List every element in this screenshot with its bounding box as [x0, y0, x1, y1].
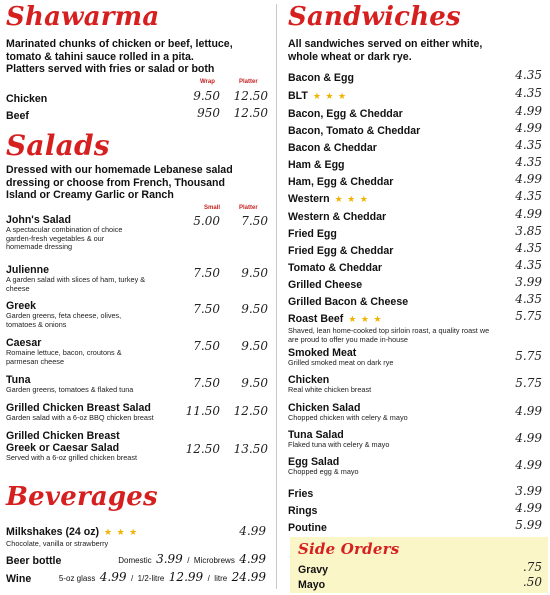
salads-col-platter: Platter [239, 205, 258, 211]
menu-item-fried-egg-cheddar [288, 241, 546, 259]
item-price-small: 7.50 [193, 339, 220, 353]
item-price: 4.35 [515, 258, 542, 272]
item-name: Fried Egg & Cheddar [288, 245, 394, 257]
item-name: Grilled Chicken Breast Salad [6, 402, 151, 414]
item-price: 5.75 [515, 349, 542, 363]
item-name: Ham & Egg [288, 159, 345, 171]
item-name: Egg Salad [288, 456, 340, 468]
item-name: John's Salad [6, 214, 71, 226]
shawarma-title: Shawarma [6, 2, 160, 32]
item-name: Western & Cheddar [288, 211, 387, 223]
item-price: 4.35 [515, 189, 542, 203]
item-price-platter: 9.50 [241, 376, 268, 390]
item-description: Garden greens, tomatoes & flaked tuna [6, 385, 134, 394]
menu-item-blt [288, 86, 546, 104]
item-name: Bacon, Tomato & Cheddar [288, 125, 421, 137]
item-price: 4.99 [515, 104, 542, 118]
item-price: .75 [522, 560, 542, 574]
salads-title: Salads [6, 129, 110, 162]
menu-item-mayo [298, 575, 542, 593]
item-name: Ham, Egg & Cheddar [288, 176, 394, 188]
menu-item-grilled-chicken-greek-caesar [6, 430, 268, 463]
menu-item-poutine [288, 518, 546, 536]
star-rating-icon: ★ ★ ★ [312, 91, 348, 101]
beer-microbrews-price: 4.99 [239, 552, 266, 566]
item-description: Garden salad with a 6-oz BBQ chicken breast [6, 413, 154, 422]
menu-item-bacon-tomato-cheddar [288, 121, 546, 139]
item-price-small: 11.50 [185, 404, 220, 418]
item-name: Milkshakes (24 oz) [6, 526, 100, 538]
menu-item-julienne [6, 264, 268, 293]
item-description: Chopped egg & mayo [288, 467, 359, 476]
item-price: 4.99 [515, 207, 542, 221]
star-rating-icon: ★ ★ ★ [348, 314, 383, 324]
menu-item-chicken-shawarma [6, 89, 268, 105]
item-price: 4.99 [515, 501, 542, 515]
item-price: 3.99 [515, 275, 542, 289]
item-price-small: 5.00 [193, 214, 220, 228]
item-price-small: 7.50 [193, 376, 220, 390]
item-price-small: 7.50 [193, 302, 220, 316]
item-name: Smoked Meat [288, 347, 357, 359]
wine-half-litre-price: 12.99 [168, 570, 204, 584]
item-name: Rings [288, 505, 318, 517]
item-price: 4.99 [515, 172, 542, 186]
menu-item-grilled-cheese [288, 275, 546, 293]
beer-prices [118, 550, 266, 568]
item-price: 3.99 [515, 484, 542, 498]
shawarma-col-platter: Platter [239, 79, 258, 85]
item-name: Grilled Chicken Breast Greek or Caesar Salad [6, 430, 120, 454]
item-name: Western [288, 193, 330, 205]
menu-item-ham-egg-cheddar [288, 172, 546, 190]
menu-item-bacon-egg [288, 68, 546, 86]
salads-col-small: Small [204, 205, 221, 211]
item-name: Chicken [6, 93, 48, 105]
item-price-platter: 9.50 [241, 339, 268, 353]
menu-item-beer-bottle [6, 551, 268, 569]
item-price: 3.85 [515, 224, 542, 238]
item-price: 4.99 [239, 524, 266, 538]
menu-item-fried-egg [288, 224, 546, 242]
wine-litre-label: litre [214, 574, 228, 583]
menu-item-rings [288, 501, 546, 519]
menu-item-chicken-salad-sandwich [288, 402, 546, 423]
beer-domestic-price: 3.99 [156, 552, 183, 566]
item-description: Served with a 6-oz grilled chicken breast [6, 453, 138, 462]
item-name: Tuna [6, 374, 31, 386]
item-name: Beer bottle [6, 555, 62, 567]
item-name: Chicken [288, 374, 330, 386]
item-name: Chicken Salad [288, 402, 361, 414]
item-name: Gravy [298, 564, 329, 576]
wine-glass-price: 4.99 [99, 570, 127, 584]
item-name: Tomato & Cheddar [288, 262, 382, 274]
item-name: Fried Egg [288, 228, 337, 240]
beverages-title: Beverages [6, 482, 158, 512]
item-description: Shaved, lean home-cooked top sirloin roast, a quality roast we are proud to offer you made in-house [288, 326, 490, 344]
wine-glass-label: 5-oz glass [58, 574, 96, 583]
menu-item-grilled-chicken-salad [6, 402, 268, 423]
menu-item-chicken-sandwich [288, 374, 546, 395]
item-price: 4.35 [515, 241, 542, 255]
item-price: 4.99 [515, 404, 542, 418]
star-rating-icon: ★ ★ ★ [104, 527, 139, 537]
item-name: Fries [288, 488, 314, 500]
item-name: Caesar [6, 337, 42, 349]
item-name: Tuna Salad [288, 429, 344, 441]
item-name: Beef [6, 110, 29, 122]
item-name: BLT [288, 90, 308, 102]
item-price-platter: 12.50 [233, 404, 268, 418]
item-price: 5.75 [515, 376, 542, 390]
item-price-platter: 9.50 [241, 302, 268, 316]
item-description: Chopped chicken with celery & mayo [288, 413, 408, 422]
menu-item-fries [288, 484, 546, 502]
item-name: Greek [6, 300, 37, 312]
item-description: Chocolate, vanilla or strawberry [6, 539, 109, 548]
menu-item-grilled-bacon-cheese [288, 292, 546, 310]
item-price-wrap: 950 [197, 106, 220, 120]
item-description: A spectacular combination of choice garden-fresh vegetables & our homemade dressing [6, 225, 123, 252]
item-name: Grilled Cheese [288, 279, 363, 291]
item-description: Grilled smoked meat on dark rye [288, 358, 394, 367]
wine-separator: / [130, 574, 134, 583]
item-price: 4.99 [515, 431, 542, 445]
item-description: A garden salad with slices of ham, turkey & cheese [6, 275, 146, 293]
menu-item-beef-shawarma [6, 106, 268, 122]
item-price: 4.35 [515, 292, 542, 306]
beer-separator: / [187, 556, 190, 565]
menu-item-milkshakes [6, 522, 268, 549]
item-name: Wine [6, 573, 32, 585]
item-name: Grilled Bacon & Cheese [288, 296, 409, 308]
sandwiches-title: Sandwiches [288, 2, 461, 32]
item-price-platter: 7.50 [241, 214, 268, 228]
menu-item-tomato-cheddar [288, 258, 546, 276]
item-price-small: 12.50 [185, 442, 220, 456]
item-name: Poutine [288, 522, 327, 534]
item-price: 4.99 [515, 121, 542, 135]
item-price-platter: 12.50 [233, 106, 268, 120]
item-name: Julienne [6, 264, 49, 276]
item-price: 5.99 [515, 518, 542, 532]
beer-microbrews-label: Microbrews [193, 556, 235, 565]
item-name: Bacon, Egg & Cheddar [288, 108, 403, 120]
menu-item-tuna-salad-sandwich [288, 429, 546, 450]
menu-item-bacon-cheddar [288, 138, 546, 156]
sandwiches-description: All sandwiches served on either white, whole wheat or dark rye. [288, 38, 483, 63]
item-description: Romaine lettuce, bacon, croutons & parmesan cheese [6, 348, 122, 366]
shawarma-description: Marinated chunks of chicken or beef, lettuce, tomato & tahini sauce rolled in a pita. Platters served with fries or salad or both [6, 38, 233, 76]
item-price: .50 [522, 575, 542, 589]
menu-item-smoked-meat [288, 347, 546, 368]
salads-description: Dressed with our homemade Lebanese salad dressing or choose from French, Thousand Island or Creamy Garlic or Ranch [6, 164, 233, 202]
wine-prices [59, 568, 266, 586]
item-price-wrap: 9.50 [193, 89, 220, 103]
menu-item-greek [6, 300, 268, 329]
item-price: 4.99 [515, 458, 542, 472]
menu-item-tuna [6, 374, 268, 395]
menu-item-roast-beef [288, 309, 546, 344]
item-name: Mayo [298, 579, 326, 591]
item-price: 4.35 [515, 68, 542, 82]
item-price-platter: 9.50 [241, 266, 268, 280]
menu-item-bacon-egg-cheddar [288, 104, 546, 122]
item-description: Flaked tuna with celery & mayo [288, 440, 390, 449]
item-price: 5.75 [515, 309, 542, 323]
star-rating-icon: ★ ★ ★ [334, 194, 369, 204]
menu-item-ham-egg [288, 155, 546, 173]
column-divider [276, 4, 277, 589]
menu-item-western [288, 189, 546, 207]
side-orders-title: Side Orders [298, 540, 400, 558]
item-name: Roast Beef [288, 313, 344, 325]
shawarma-col-wrap: Wrap [200, 79, 215, 85]
item-description: Real white chicken breast [288, 385, 372, 394]
item-name: Bacon & Cheddar [288, 142, 377, 154]
wine-half-litre-label: 1/2-litre [137, 574, 165, 583]
beer-domestic-label: Domestic [118, 556, 152, 565]
item-price-small: 7.50 [193, 266, 220, 280]
item-price-platter: 12.50 [233, 89, 268, 103]
wine-litre-price: 24.99 [231, 570, 266, 584]
wine-separator: / [207, 574, 210, 583]
item-price-platter: 13.50 [233, 442, 268, 456]
side-orders-box [290, 537, 548, 593]
item-description: Garden greens, feta cheese, olives, tomatoes & onions [6, 311, 122, 329]
menu-item-johns-salad [6, 214, 268, 252]
menu-item-wine [6, 569, 268, 587]
item-price: 4.35 [515, 155, 542, 169]
item-name: Bacon & Egg [288, 72, 354, 84]
menu-item-western-cheddar [288, 207, 546, 225]
item-price: 4.35 [515, 86, 542, 100]
menu-item-egg-salad-sandwich [288, 456, 546, 477]
menu-item-caesar [6, 337, 268, 366]
item-price: 4.35 [515, 138, 542, 152]
